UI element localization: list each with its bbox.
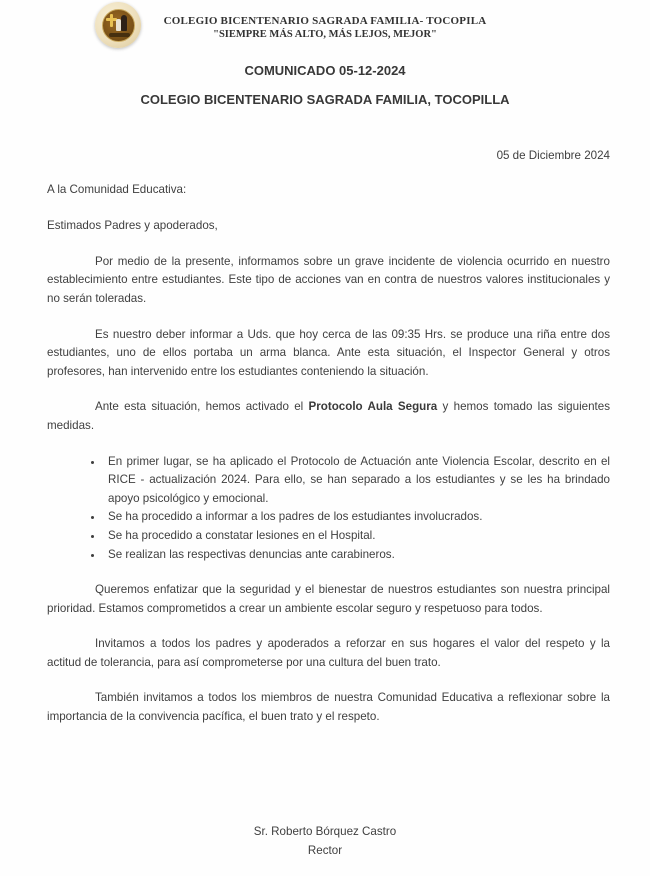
seal-base-shape xyxy=(109,33,130,37)
holy-family-figure-icon xyxy=(121,15,127,31)
paragraph-invite-community: También invitamos a todos los miembros de nuestra Comunidad Educativa a reflexionar sobre la importancia de la convivencia pacífica, el buen trato y el respeto. xyxy=(47,691,610,724)
list-item: • En primer lugar, se ha aplicado el Protocolo de Actuación ante Violencia Escolar, descrito en el RICE - actualización 2024. Para ello, se han separado a los estudiantes y se les ha brindado apoyo psicológico y emocional. xyxy=(104,453,610,509)
list-item: • Se ha procedido a constatar lesiones en el Hospital. xyxy=(104,527,610,546)
paragraph-incident: Es nuestro deber informar a Uds. que hoy cerca de las 09:35 Hrs. se produce una riña entre dos estudiantes, uno de ellos portaba un arma blanca. Ante esta situación, el Inspector General y otros profesores, han intervenido entre los estudiantes conteniendo la situación. xyxy=(47,327,610,378)
paragraph-intro: Por medio de la presente, informamos sobre un grave incidente de violencia ocurrido en nuestro establecimiento entre estudiantes. Este tipo de acciones van en contra de nuestros valores institucionales y no serán toleradas. xyxy=(47,254,610,305)
document-body xyxy=(0,147,650,727)
school-motto: "SIEMPRE MÁS ALTO, MÁS LEJOS, MEJOR" xyxy=(213,29,437,40)
holy-family-figure-icon xyxy=(116,19,121,31)
paragraph-protocol xyxy=(47,398,610,435)
school-title-line: COLEGIO BICENTENARIO SAGRADA FAMILIA, TOCOPILLA xyxy=(140,92,510,107)
cross-icon xyxy=(106,18,117,21)
list-item: • Se realizan las respectivas denuncias ante carabineros. xyxy=(104,546,610,565)
paragraph-protocol-before: Ante esta situación, hemos activado el xyxy=(95,400,309,414)
school-name: COLEGIO BICENTENARIO SAGRADA FAMILIA- TOCOPILA xyxy=(163,15,487,27)
paragraph-invite-parents: Invitamos a todos los padres y apoderados a reforzar en sus hogares el valor del respeto y la actitud de tolerancia, para así comprometerse por una cultura del buen trato. xyxy=(47,637,610,669)
date-line: 05 de Diciembre 2024 xyxy=(496,149,610,162)
signature-title: Rector xyxy=(307,844,343,857)
school-seal-inner xyxy=(102,9,135,42)
paragraph-safety: Queremos enfatizar que la seguridad y el bienestar de nuestros estudiantes son nuestra principal prioridad. Estamos comprometidos a crear un ambiente escolar seguro y respetuoso para todos. xyxy=(47,583,610,615)
paragraph-protocol-bold: Protocolo Aula Segura xyxy=(308,400,438,414)
signature-name: Sr. Roberto Bórquez Castro xyxy=(253,825,397,838)
list-item: • Se ha procedido a informar a los padres de los estudiantes involucrados. xyxy=(104,508,610,527)
paragraph-protocol-after: y hemos tomado las siguientes medidas. xyxy=(47,400,611,432)
salutation-parents: Estimados Padres y apoderados, xyxy=(47,219,218,233)
comunicado-title: COMUNICADO 05-12-2024 xyxy=(244,63,406,78)
salutation-community: A la Comunidad Educativa: xyxy=(47,182,187,196)
measures-list xyxy=(47,453,610,565)
signature-block xyxy=(0,822,650,860)
school-seal-logo xyxy=(95,2,141,48)
